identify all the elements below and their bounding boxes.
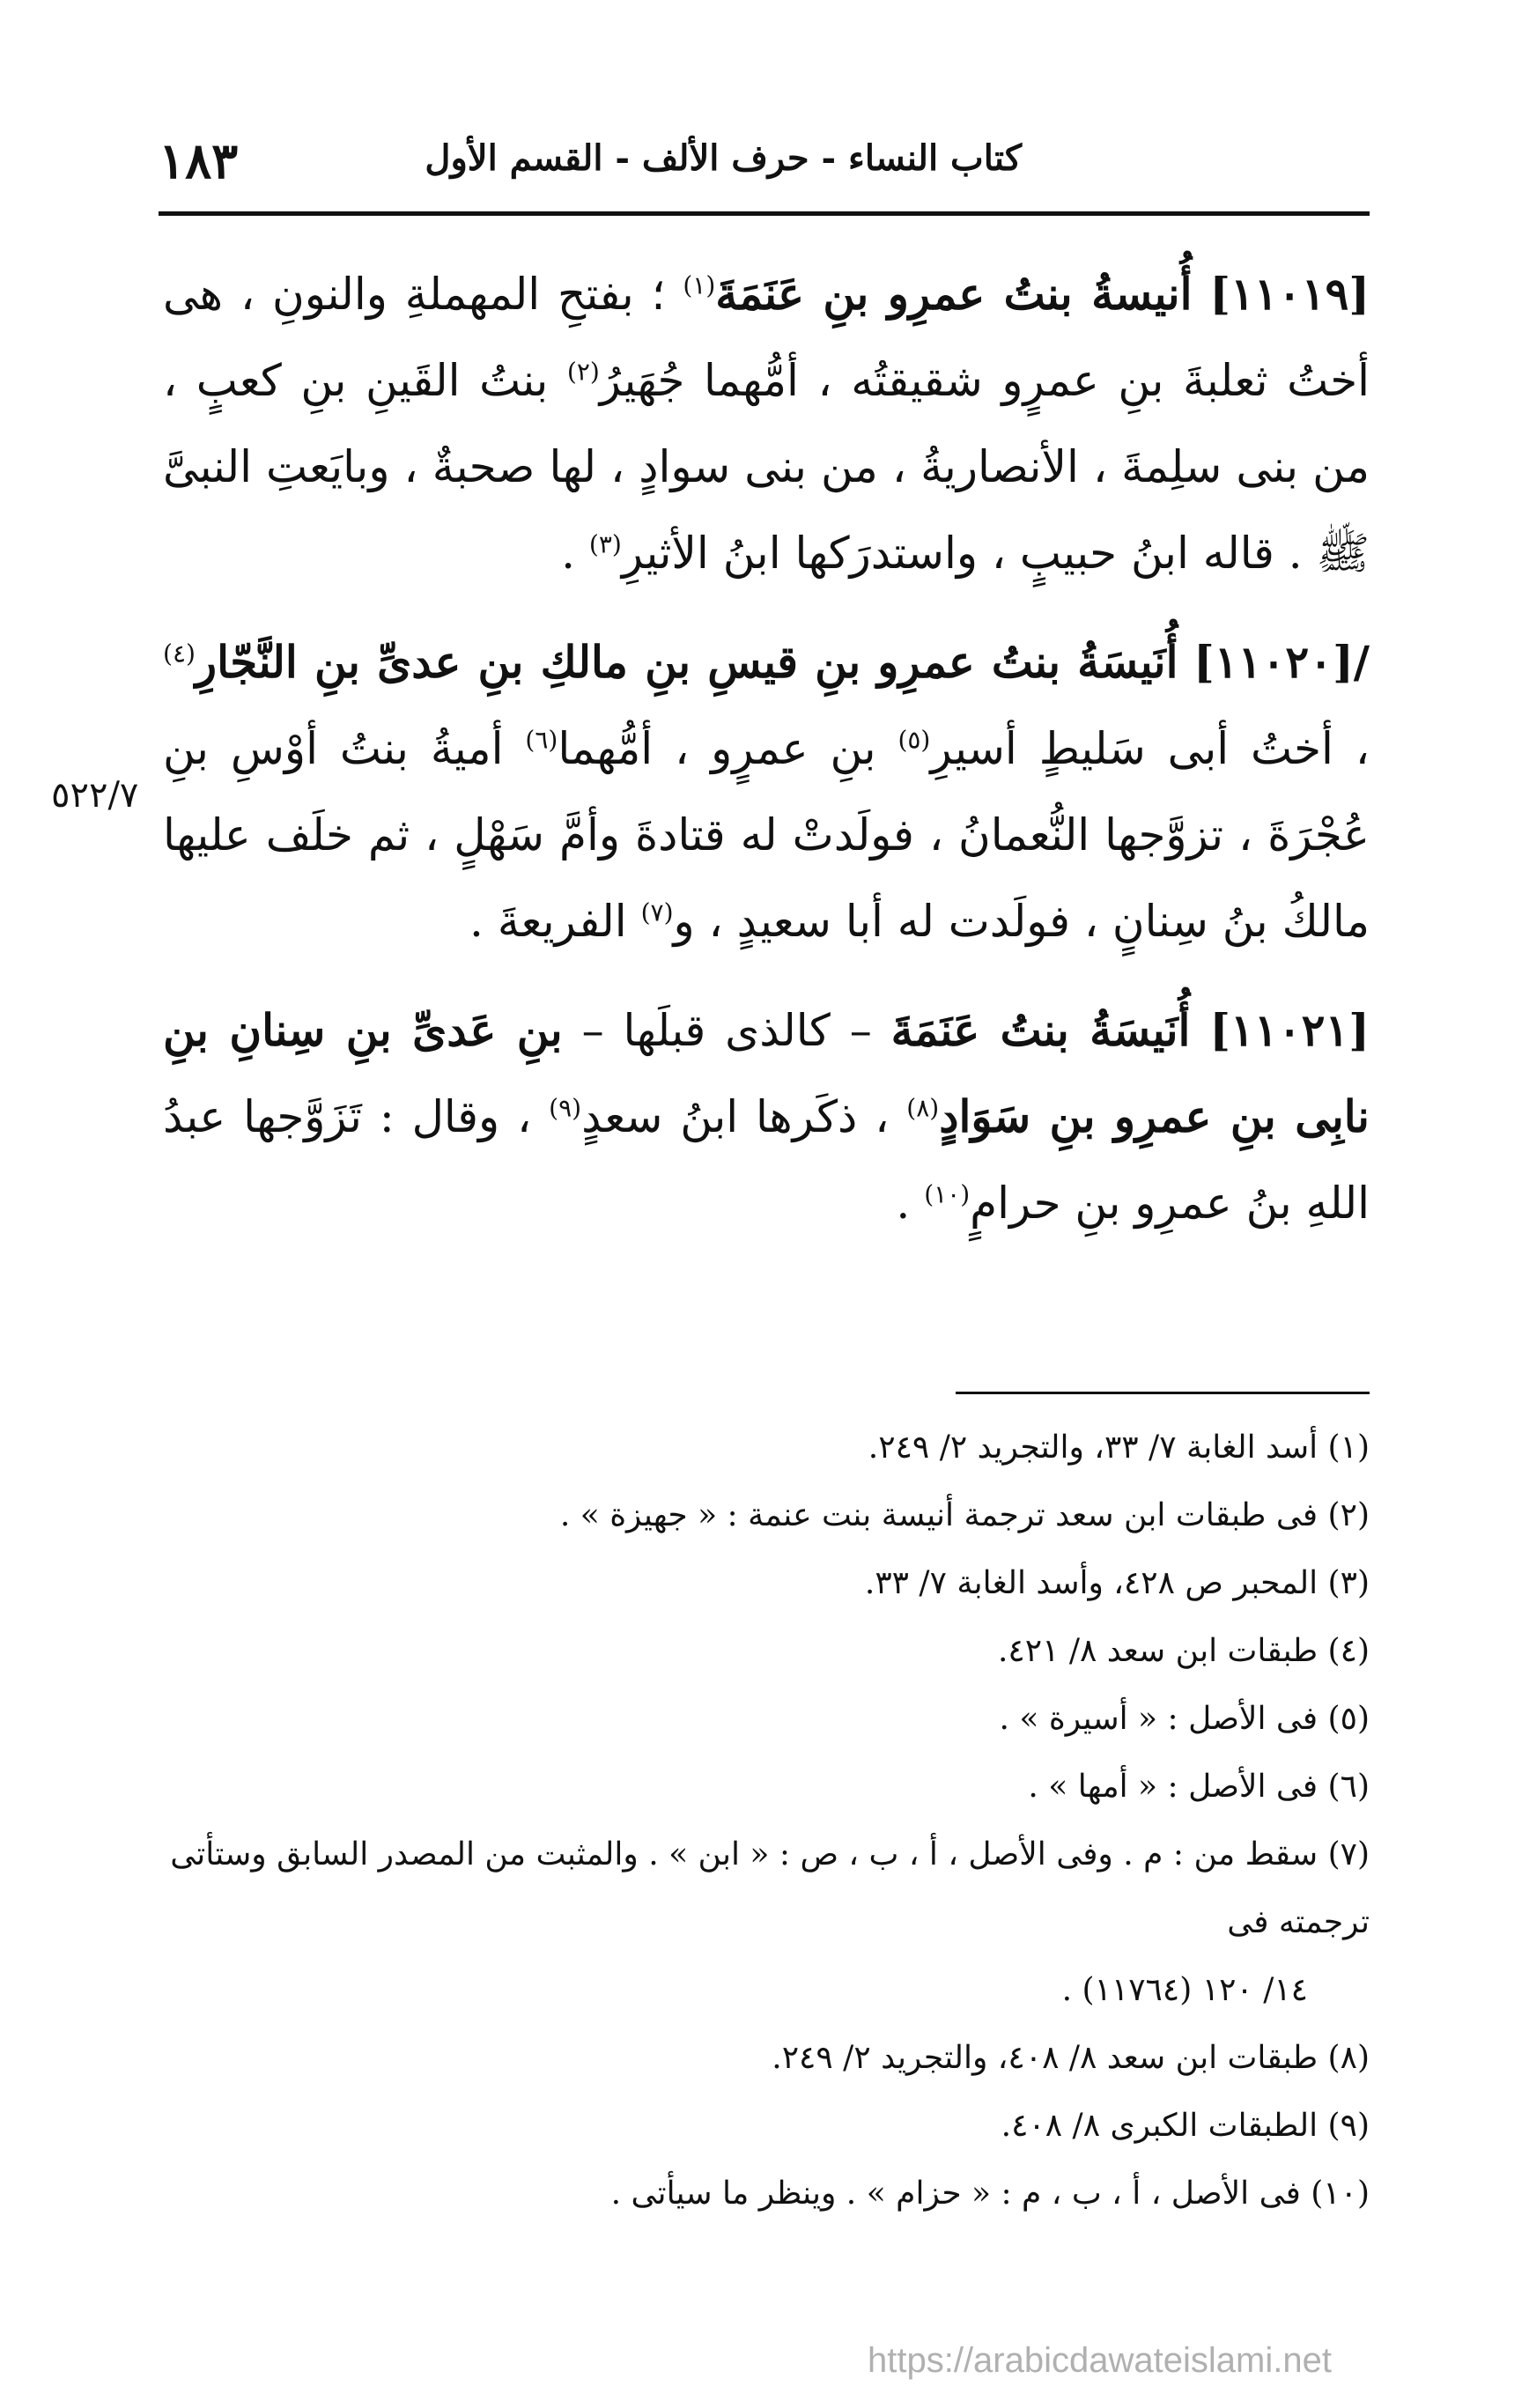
entry-number: /[١١٠٢٠] <box>1193 636 1370 688</box>
entry-text: – كالذى قبلَها – <box>581 1005 872 1056</box>
footnote-rule <box>956 1392 1370 1394</box>
footnote-item-continuation: ١٤/ ١٢٠ (١١٧٦٤) . <box>1061 1972 1308 2008</box>
footnote-marker[interactable]: (٤) <box>163 639 196 668</box>
entry-text: الفريعةَ . <box>469 896 627 947</box>
footnote-marker[interactable]: (٦) <box>525 725 558 755</box>
entry-number: [١١٠١٩] <box>1209 268 1370 320</box>
footnote-item: (٩) الطبقات الكبرى ٨/ ٤٠٨. <box>1001 2108 1370 2144</box>
footnote-item: (٧) سقط من : م . وفى الأصل ، أ ، ب ، ص : « ابن » . والمثبت من المصدر السابق وستأتى ترجمته فى <box>170 1836 1370 1940</box>
footnote-item: (٦) فى الأصل : « أمها » . <box>1028 1769 1370 1805</box>
footnote-item: (٨) طبقات ابن سعد ٨/ ٤٠٨، والتجريد ٢/ ٢٤٩. <box>772 2040 1370 2076</box>
footnote-marker[interactable]: (٣) <box>588 529 622 559</box>
entry-number: [١١٠٢١] <box>1209 1004 1370 1056</box>
entry-text: . <box>561 528 575 579</box>
footnote-item: (٤) طبقات ابن سعد ٨/ ٤٢١. <box>997 1633 1370 1669</box>
entry-text: أميةُ بنتُ أوْسِ بنِ عُجْرَةَ ، تزوَّجها النُّعمانُ ، فولَدتْ له قتادةَ وأمَّ سَهْلٍ ، ثم خلَف عليها مالكُ بنُ سِنانٍ ، فولَدت له أبا سعيدٍ ، و <box>163 723 1370 947</box>
entry-11020 <box>163 619 1370 964</box>
watermark-url: https://arabicdawateislami.net <box>868 2341 1332 2380</box>
entry-text: ، أختُ أبى سَليطٍ أسيرِ <box>930 723 1370 774</box>
footnote-item: (٥) فى الأصل : « أسيرة » . <box>999 1701 1370 1737</box>
footnote-item: (٣) المحبر ص ٤٢٨، وأسد الغابة ٧/ ٣٣. <box>864 1565 1370 1601</box>
entry-11019 <box>163 251 1370 596</box>
header-rule <box>159 211 1370 216</box>
page-header <box>159 132 1365 203</box>
entry-text: ؛ بفتحِ المهملةِ والنونِ ، هى أختُ ثعلبةَ بنِ عمرٍو شقيقتُه ، أمُّهما جُهَيرُ <box>163 269 1370 406</box>
footnote-item: (١) أسد الغابة ٧/ ٣٣، والتجريد ٢/ ٢٤٩. <box>868 1429 1370 1466</box>
entry-text: بنِ عمرٍو ، أمُّهما <box>558 723 876 774</box>
entry-name: أُنيسةُ بنتُ عمرِو بنِ عَنَمَةَ <box>715 268 1193 320</box>
entry-11021 <box>163 987 1370 1246</box>
footnote-marker[interactable]: (٢) <box>566 357 600 387</box>
main-text <box>163 251 1370 1269</box>
footnote-marker[interactable]: (٥) <box>897 725 931 755</box>
margin-page-reference: ٥٢٢/٧ <box>51 775 139 816</box>
footnote-marker[interactable]: (٩) <box>549 1093 582 1123</box>
page-number: ١٨٣ <box>159 132 239 190</box>
entry-name-continued: بنِ عَدىِّ بنِ سِنانِ بنِ نابِى بنِ عمرِو بنِ سَوَادٍ <box>163 1004 1370 1142</box>
entry-text: ، وقال : تَزَوَّجها عبدُ اللهِ بنُ عمرِو بنِ حرامٍ <box>163 1091 1370 1229</box>
footnote-marker[interactable]: (٨) <box>906 1093 940 1123</box>
entry-name: أُنَيسَةُ بنتُ عَنَمَةَ <box>890 1004 1191 1056</box>
entry-text: . <box>896 1178 911 1229</box>
footnotes <box>163 1414 1370 2227</box>
footnote-marker[interactable]: (١٠) <box>924 1179 971 1209</box>
footnote-item: (١٠) فى الأصل ، أ ، ب ، م : « حزام » . وينظر ما سيأتى . <box>610 2175 1370 2212</box>
entry-name: أُنَيسَةُ بنتُ عمرِو بنِ قيسِ بنِ مالكِ بنِ عدىِّ بنِ النَّجّارِ <box>195 636 1178 688</box>
footnote-marker[interactable]: (١) <box>683 270 716 300</box>
entry-text: ، ذكَرها ابنُ سعدٍ <box>581 1091 890 1142</box>
entry-text: بنتُ القَينِ بنِ كعبٍ ، من بنى سلِمةَ ، الأنصاريةُ ، من بنى سوادٍ ، لها صحبةٌ ، وبايَعتِ النبىَّ ﷺ . قاله ابنُ حبيبٍ ، واستدرَكها ابنُ الأثيرِ <box>163 355 1370 579</box>
footnote-marker[interactable]: (٧) <box>640 897 674 927</box>
footnote-item: (٢) فى طبقات ابن سعد ترجمة أنيسة بنت عنمة : « جهيزة » . <box>559 1497 1370 1533</box>
running-title: كتاب النساء - حرف الألف - القسم الأول <box>425 137 1022 179</box>
